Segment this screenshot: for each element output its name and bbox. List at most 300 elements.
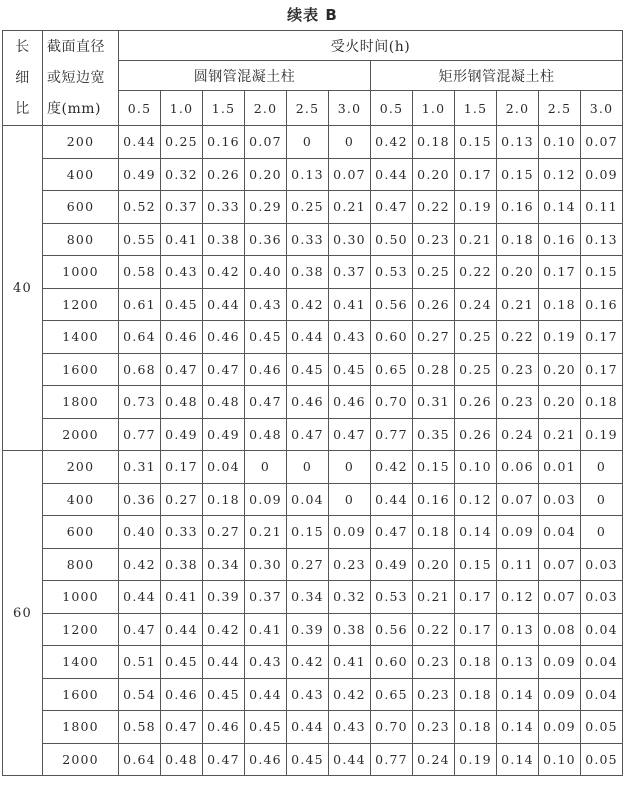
circular-value-cell: 0.09	[245, 483, 287, 516]
rectangular-value-cell: 0.60	[371, 321, 413, 354]
table-row	[3, 581, 623, 614]
rectangular-value-cell: 0	[581, 483, 623, 516]
circular-value-cell: 0.43	[161, 256, 203, 289]
circular-value-cell: 0.46	[329, 386, 371, 419]
rectangular-value-cell: 0.47	[371, 516, 413, 549]
circular-value-cell: 0.07	[245, 126, 287, 159]
circular-value-cell: 0.44	[287, 711, 329, 744]
circular-value-cell: 0.37	[161, 191, 203, 224]
rectangular-value-cell: 0.14	[539, 191, 581, 224]
slenderness-ratio-cell: 60	[3, 451, 43, 776]
rectangular-value-cell: 0	[581, 516, 623, 549]
fire-reduction-table	[2, 30, 623, 776]
table-row	[3, 256, 623, 289]
rectangular-value-cell: 0.14	[455, 516, 497, 549]
circular-value-cell: 0.37	[245, 581, 287, 614]
rectangular-value-cell: 0.31	[413, 386, 455, 419]
time-header-rectangular: 1.5	[455, 91, 497, 126]
section-size-cell: 200	[43, 451, 119, 484]
rectangular-value-cell: 0.10	[539, 126, 581, 159]
rectangular-value-cell: 0.20	[413, 158, 455, 191]
circular-value-cell: 0.04	[203, 451, 245, 484]
rectangular-value-cell: 0.21	[455, 223, 497, 256]
rectangular-value-cell: 0.11	[497, 548, 539, 581]
rectangular-value-cell: 0.15	[455, 548, 497, 581]
section-size-cell: 2000	[43, 418, 119, 451]
circular-value-cell: 0.38	[161, 548, 203, 581]
rectangular-value-cell: 0.18	[413, 516, 455, 549]
slenderness-header: 长 细 比	[3, 31, 43, 126]
rectangular-value-cell: 0.20	[539, 353, 581, 386]
rectangular-value-cell: 0.15	[455, 126, 497, 159]
rectangular-value-cell: 0.17	[581, 353, 623, 386]
circular-value-cell: 0.39	[203, 581, 245, 614]
rectangular-value-cell: 0.18	[581, 386, 623, 419]
circular-value-cell: 0.45	[161, 646, 203, 679]
table-row	[3, 386, 623, 419]
circular-value-cell: 0.33	[161, 516, 203, 549]
rectangular-value-cell: 0.13	[497, 126, 539, 159]
circular-value-cell: 0.33	[203, 191, 245, 224]
rectangular-value-cell: 0.14	[497, 711, 539, 744]
circular-value-cell: 0.29	[245, 191, 287, 224]
circular-value-cell: 0.15	[287, 516, 329, 549]
rectangular-value-cell: 0.15	[497, 158, 539, 191]
circular-value-cell: 0.48	[161, 386, 203, 419]
circular-value-cell: 0.49	[203, 418, 245, 451]
section-size-cell: 1400	[43, 321, 119, 354]
rectangular-value-cell: 0.04	[581, 646, 623, 679]
rectangular-value-cell: 0.04	[581, 613, 623, 646]
rectangular-value-cell: 0.06	[497, 451, 539, 484]
circular-value-cell: 0.44	[119, 126, 161, 159]
time-header-circular: 3.0	[329, 91, 371, 126]
rectangular-value-cell: 0.25	[413, 256, 455, 289]
circular-value-cell: 0.09	[329, 516, 371, 549]
circular-value-cell: 0.44	[119, 581, 161, 614]
section-size-cell: 1000	[43, 581, 119, 614]
rectangular-value-cell: 0.22	[413, 613, 455, 646]
circular-value-cell: 0.51	[119, 646, 161, 679]
rectangular-value-cell: 0.07	[539, 581, 581, 614]
circular-value-cell: 0.27	[203, 516, 245, 549]
circular-value-cell: 0.36	[119, 483, 161, 516]
rectangular-value-cell: 0.23	[413, 646, 455, 679]
rectangular-value-cell: 0.18	[455, 678, 497, 711]
rectangular-value-cell: 0.07	[581, 126, 623, 159]
circular-value-cell: 0.48	[203, 386, 245, 419]
circular-value-cell: 0.47	[329, 418, 371, 451]
rectangular-value-cell: 0.16	[413, 483, 455, 516]
rectangular-value-cell: 0.03	[539, 483, 581, 516]
time-header-circular: 2.5	[287, 91, 329, 126]
circular-value-cell: 0.47	[119, 613, 161, 646]
circular-value-cell: 0.32	[161, 158, 203, 191]
circular-value-cell: 0.40	[119, 516, 161, 549]
rectangular-value-cell: 0.24	[455, 288, 497, 321]
rectangular-value-cell: 0.03	[581, 548, 623, 581]
rectangular-value-cell: 0.70	[371, 386, 413, 419]
rectangular-value-cell: 0.23	[413, 711, 455, 744]
circular-value-cell: 0.49	[161, 418, 203, 451]
circular-value-cell: 0.46	[203, 711, 245, 744]
circular-value-cell: 0.34	[287, 581, 329, 614]
circular-value-cell: 0.45	[287, 353, 329, 386]
rectangular-value-cell: 0.24	[413, 743, 455, 776]
time-header-circular: 0.5	[119, 91, 161, 126]
circular-value-cell: 0.36	[245, 223, 287, 256]
circular-value-cell: 0	[245, 451, 287, 484]
circular-value-cell: 0.54	[119, 678, 161, 711]
circular-value-cell: 0.23	[329, 548, 371, 581]
rectangular-value-cell: 0.09	[497, 516, 539, 549]
time-header-circular: 2.0	[245, 91, 287, 126]
table-row	[3, 353, 623, 386]
circular-value-cell: 0.47	[161, 353, 203, 386]
time-header-rectangular: 3.0	[581, 91, 623, 126]
circular-value-cell: 0.41	[161, 223, 203, 256]
circular-value-cell: 0.48	[161, 743, 203, 776]
circular-value-cell: 0.42	[329, 678, 371, 711]
rectangular-value-cell: 0.15	[413, 451, 455, 484]
circular-value-cell: 0.44	[203, 288, 245, 321]
circular-value-cell: 0.45	[245, 711, 287, 744]
rectangular-value-cell: 0.25	[455, 321, 497, 354]
table-row	[3, 678, 623, 711]
rectangular-value-cell: 0.11	[581, 191, 623, 224]
rectangular-value-cell: 0.18	[539, 288, 581, 321]
rectangular-value-cell: 0.21	[413, 581, 455, 614]
circular-value-cell: 0.46	[161, 321, 203, 354]
rectangular-value-cell: 0.10	[539, 743, 581, 776]
table-row	[3, 646, 623, 679]
circular-value-cell: 0.38	[329, 613, 371, 646]
rectangular-value-cell: 0.70	[371, 711, 413, 744]
section-size-cell: 1600	[43, 353, 119, 386]
circular-value-cell: 0.47	[161, 711, 203, 744]
rectangular-value-cell: 0.47	[371, 191, 413, 224]
rectangular-value-cell: 0.01	[539, 451, 581, 484]
circular-value-cell: 0.42	[119, 548, 161, 581]
circular-value-cell: 0.44	[287, 321, 329, 354]
circular-value-cell: 0.43	[329, 321, 371, 354]
rectangular-value-cell: 0.14	[497, 743, 539, 776]
rectangular-value-cell: 0.17	[455, 613, 497, 646]
circular-value-cell: 0.45	[287, 743, 329, 776]
rectangular-value-cell: 0.19	[539, 321, 581, 354]
rectangular-value-cell: 0.13	[581, 223, 623, 256]
circular-value-cell: 0.40	[245, 256, 287, 289]
rectangular-value-cell: 0.18	[455, 711, 497, 744]
rectangular-value-cell: 0.09	[539, 646, 581, 679]
rectangular-value-cell: 0.23	[413, 678, 455, 711]
circular-value-cell: 0	[287, 126, 329, 159]
circular-value-cell: 0.64	[119, 321, 161, 354]
rectangular-value-cell: 0.28	[413, 353, 455, 386]
rectangular-value-cell: 0.08	[539, 613, 581, 646]
circular-value-cell: 0.64	[119, 743, 161, 776]
time-header-rectangular: 1.0	[413, 91, 455, 126]
rectangular-value-cell: 0.17	[455, 158, 497, 191]
section-size-header: 截面直径 或短边宽 度(mm)	[43, 31, 119, 126]
circular-value-cell: 0.16	[203, 126, 245, 159]
section-size-cell: 2000	[43, 743, 119, 776]
rectangular-value-cell: 0.16	[497, 191, 539, 224]
circular-column-header: 圆钢管混凝土柱	[119, 61, 371, 91]
circular-value-cell: 0.44	[203, 646, 245, 679]
circular-value-cell: 0.47	[245, 386, 287, 419]
circular-value-cell: 0.37	[329, 256, 371, 289]
rectangular-value-cell: 0.09	[539, 678, 581, 711]
rectangular-value-cell: 0.09	[539, 711, 581, 744]
rectangular-value-cell: 0.18	[413, 126, 455, 159]
table-row	[3, 613, 623, 646]
circular-value-cell: 0.41	[329, 646, 371, 679]
time-header-circular: 1.5	[203, 91, 245, 126]
section-size-cell: 1200	[43, 288, 119, 321]
circular-value-cell: 0.42	[287, 646, 329, 679]
rectangular-value-cell: 0.14	[497, 678, 539, 711]
circular-value-cell: 0.27	[287, 548, 329, 581]
circular-value-cell: 0.47	[203, 743, 245, 776]
rectangular-value-cell: 0.04	[581, 678, 623, 711]
table-row	[3, 548, 623, 581]
circular-value-cell: 0.20	[245, 158, 287, 191]
rectangular-value-cell: 0.23	[413, 223, 455, 256]
section-size-cell: 600	[43, 191, 119, 224]
rectangular-value-cell: 0.26	[455, 386, 497, 419]
table-row	[3, 223, 623, 256]
rectangular-value-cell: 0.15	[581, 256, 623, 289]
time-header-circular: 1.0	[161, 91, 203, 126]
rectangular-value-cell: 0.10	[455, 451, 497, 484]
circular-value-cell: 0.21	[329, 191, 371, 224]
rectangular-value-cell: 0.16	[539, 223, 581, 256]
table-row	[3, 191, 623, 224]
rectangular-value-cell: 0.77	[371, 743, 413, 776]
section-size-cell: 1200	[43, 613, 119, 646]
circular-value-cell: 0.30	[245, 548, 287, 581]
fire-time-header: 受火时间(h)	[119, 31, 623, 61]
circular-value-cell: 0.41	[161, 581, 203, 614]
rectangular-value-cell: 0.23	[497, 386, 539, 419]
rectangular-value-cell: 0.42	[371, 451, 413, 484]
rectangular-value-cell: 0.05	[581, 743, 623, 776]
time-header-rectangular: 2.5	[539, 91, 581, 126]
rectangular-value-cell: 0.25	[455, 353, 497, 386]
section-size-cell: 1800	[43, 711, 119, 744]
circular-value-cell: 0.61	[119, 288, 161, 321]
section-size-cell: 1000	[43, 256, 119, 289]
rectangular-value-cell: 0.65	[371, 678, 413, 711]
rectangular-value-cell: 0.19	[581, 418, 623, 451]
circular-value-cell: 0	[329, 126, 371, 159]
circular-value-cell: 0.04	[287, 483, 329, 516]
rectangular-value-cell: 0.50	[371, 223, 413, 256]
circular-value-cell: 0.44	[329, 743, 371, 776]
rectangular-value-cell: 0.22	[413, 191, 455, 224]
circular-value-cell: 0.38	[287, 256, 329, 289]
rectangular-value-cell: 0	[581, 451, 623, 484]
rectangular-value-cell: 0.16	[581, 288, 623, 321]
table-row	[3, 321, 623, 354]
rectangular-value-cell: 0.42	[371, 126, 413, 159]
circular-value-cell: 0.41	[329, 288, 371, 321]
rectangular-value-cell: 0.24	[497, 418, 539, 451]
table-row	[3, 483, 623, 516]
rectangular-value-cell: 0.22	[497, 321, 539, 354]
table-row	[3, 158, 623, 191]
circular-value-cell: 0.44	[161, 613, 203, 646]
circular-value-cell: 0	[329, 451, 371, 484]
rectangular-value-cell: 0.13	[497, 646, 539, 679]
table-row	[3, 743, 623, 776]
circular-value-cell: 0.58	[119, 711, 161, 744]
circular-value-cell: 0.52	[119, 191, 161, 224]
circular-value-cell: 0	[329, 483, 371, 516]
rectangular-value-cell: 0.17	[539, 256, 581, 289]
circular-value-cell: 0.17	[161, 451, 203, 484]
circular-value-cell: 0.33	[287, 223, 329, 256]
rectangular-value-cell: 0.18	[455, 646, 497, 679]
circular-value-cell: 0.46	[203, 321, 245, 354]
rectangular-value-cell: 0.17	[581, 321, 623, 354]
circular-value-cell: 0.34	[203, 548, 245, 581]
circular-value-cell: 0.13	[287, 158, 329, 191]
section-size-cell: 800	[43, 548, 119, 581]
rectangular-value-cell: 0.56	[371, 613, 413, 646]
circular-value-cell: 0.47	[287, 418, 329, 451]
circular-value-cell: 0	[287, 451, 329, 484]
circular-value-cell: 0.07	[329, 158, 371, 191]
rectangular-value-cell: 0.19	[455, 743, 497, 776]
circular-value-cell: 0.45	[329, 353, 371, 386]
circular-value-cell: 0.77	[119, 418, 161, 451]
circular-value-cell: 0.55	[119, 223, 161, 256]
section-size-cell: 1600	[43, 678, 119, 711]
circular-value-cell: 0.49	[119, 158, 161, 191]
circular-value-cell: 0.48	[245, 418, 287, 451]
section-size-cell: 1800	[43, 386, 119, 419]
rectangular-value-cell: 0.44	[371, 483, 413, 516]
rectangular-value-cell: 0.19	[455, 191, 497, 224]
rectangular-value-cell: 0.49	[371, 548, 413, 581]
circular-value-cell: 0.45	[245, 321, 287, 354]
table-row	[3, 288, 623, 321]
rectangular-value-cell: 0.07	[539, 548, 581, 581]
rectangular-value-cell: 0.04	[539, 516, 581, 549]
rectangular-value-cell: 0.26	[413, 288, 455, 321]
circular-value-cell: 0.45	[203, 678, 245, 711]
circular-value-cell: 0.38	[203, 223, 245, 256]
circular-value-cell: 0.42	[287, 288, 329, 321]
rectangular-value-cell: 0.12	[497, 581, 539, 614]
circular-value-cell: 0.43	[245, 288, 287, 321]
rectangular-value-cell: 0.23	[497, 353, 539, 386]
circular-value-cell: 0.42	[203, 613, 245, 646]
circular-value-cell: 0.25	[287, 191, 329, 224]
rectangular-value-cell: 0.26	[455, 418, 497, 451]
table-row	[3, 126, 623, 159]
circular-value-cell: 0.44	[245, 678, 287, 711]
rectangular-value-cell: 0.22	[455, 256, 497, 289]
rectangular-value-cell: 0.12	[539, 158, 581, 191]
circular-value-cell: 0.73	[119, 386, 161, 419]
circular-value-cell: 0.27	[161, 483, 203, 516]
section-size-cell: 600	[43, 516, 119, 549]
circular-value-cell: 0.43	[245, 646, 287, 679]
table-row	[3, 451, 623, 484]
rectangular-value-cell: 0.53	[371, 581, 413, 614]
time-header-rectangular: 2.0	[497, 91, 539, 126]
rectangular-value-cell: 0.07	[497, 483, 539, 516]
circular-value-cell: 0.21	[245, 516, 287, 549]
rectangular-value-cell: 0.20	[539, 386, 581, 419]
rectangular-value-cell: 0.05	[581, 711, 623, 744]
circular-value-cell: 0.68	[119, 353, 161, 386]
section-size-cell: 400	[43, 483, 119, 516]
table-row	[3, 516, 623, 549]
rectangular-value-cell: 0.35	[413, 418, 455, 451]
rectangular-value-cell: 0.09	[581, 158, 623, 191]
rectangular-value-cell: 0.20	[413, 548, 455, 581]
circular-value-cell: 0.47	[203, 353, 245, 386]
circular-value-cell: 0.46	[245, 743, 287, 776]
rectangular-value-cell: 0.12	[455, 483, 497, 516]
circular-value-cell: 0.58	[119, 256, 161, 289]
circular-value-cell: 0.25	[161, 126, 203, 159]
rectangular-value-cell: 0.60	[371, 646, 413, 679]
circular-value-cell: 0.26	[203, 158, 245, 191]
slenderness-ratio-cell: 40	[3, 126, 43, 451]
table-caption: 续表 B	[287, 6, 338, 24]
section-size-cell: 400	[43, 158, 119, 191]
section-size-cell: 1400	[43, 646, 119, 679]
rectangular-value-cell: 0.56	[371, 288, 413, 321]
rectangular-value-cell: 0.17	[455, 581, 497, 614]
rectangular-value-cell: 0.03	[581, 581, 623, 614]
rectangular-value-cell: 0.18	[497, 223, 539, 256]
time-header-rectangular: 0.5	[371, 91, 413, 126]
rectangular-value-cell: 0.53	[371, 256, 413, 289]
rectangular-value-cell: 0.65	[371, 353, 413, 386]
section-size-cell: 200	[43, 126, 119, 159]
circular-value-cell: 0.18	[203, 483, 245, 516]
rectangular-value-cell: 0.77	[371, 418, 413, 451]
table-row	[3, 711, 623, 744]
circular-value-cell: 0.31	[119, 451, 161, 484]
rectangular-value-cell: 0.21	[497, 288, 539, 321]
rectangular-value-cell: 0.44	[371, 158, 413, 191]
circular-value-cell: 0.46	[245, 353, 287, 386]
circular-value-cell: 0.32	[329, 581, 371, 614]
section-size-cell: 800	[43, 223, 119, 256]
circular-value-cell: 0.39	[287, 613, 329, 646]
rectangular-value-cell: 0.13	[497, 613, 539, 646]
circular-value-cell: 0.46	[287, 386, 329, 419]
circular-value-cell: 0.45	[161, 288, 203, 321]
circular-value-cell: 0.41	[245, 613, 287, 646]
rectangular-value-cell: 0.21	[539, 418, 581, 451]
rectangular-column-header: 矩形钢管混凝土柱	[371, 61, 623, 91]
rectangular-value-cell: 0.27	[413, 321, 455, 354]
circular-value-cell: 0.43	[287, 678, 329, 711]
circular-value-cell: 0.30	[329, 223, 371, 256]
circular-value-cell: 0.43	[329, 711, 371, 744]
circular-value-cell: 0.42	[203, 256, 245, 289]
rectangular-value-cell: 0.20	[497, 256, 539, 289]
table-row	[3, 418, 623, 451]
